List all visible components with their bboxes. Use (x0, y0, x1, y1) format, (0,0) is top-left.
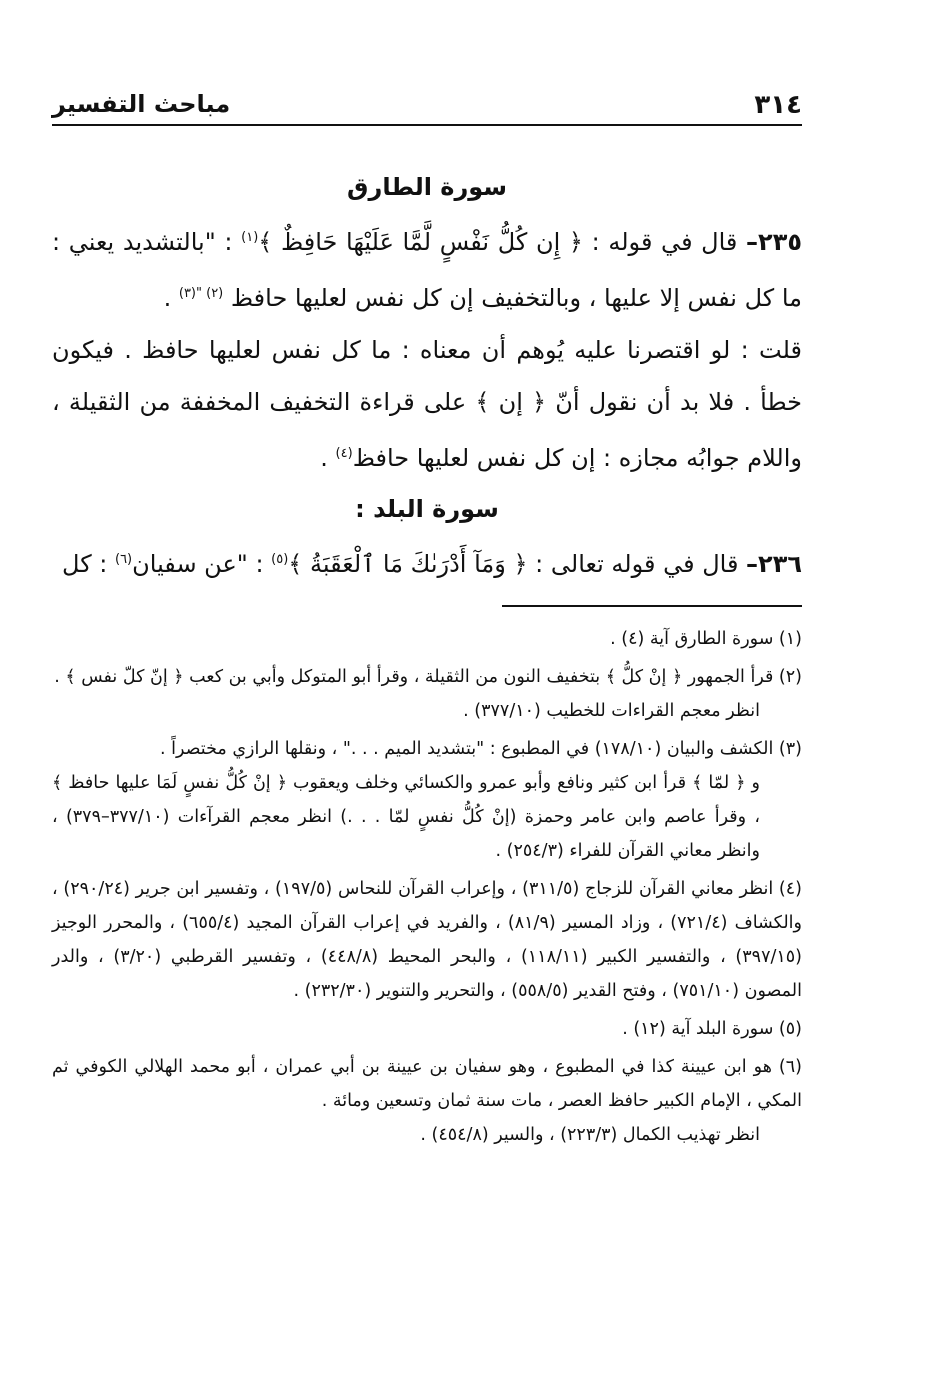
footnote-ref: (٢) "(٣) (178, 286, 224, 301)
running-title: مباحث التفسير (52, 90, 231, 118)
paragraph-text: قال في قوله : ﴿ إِن كُلُّ نَفْسٍ لَّمَّا عَلَيْهَا حَافِظٌ ﴾ (258, 228, 747, 256)
footnote-5 (52, 1012, 802, 1046)
entry-number: ٢٣٥– (746, 228, 802, 256)
footnotes (52, 622, 802, 1156)
footnote-continuation: انظر تهذيب الكمال (٢٢٣/٣) ، والسير (٤٥٤/٨) . (420, 1125, 760, 1145)
paragraph-235 (52, 212, 802, 324)
paragraph-text: . (320, 444, 336, 472)
footnote-text: (٤) انظر معاني القرآن للزجاج (٣١١/٥) ، وإعراب القرآن للنحاس (١٩٧/٥) ، وتفسير ابن جرير (٢٩٠/٢٤) ، والكشاف (٧٢١/٤) ، وزاد المسير (٨١/٩) ، والفريد في إعراب القرآن المجيد (٦٥٥/٤) ، والمحرر الوجيز (٣٩٧/١٥) ، والتفسير الكبير (١١٨/١١) ، والبحر المحيط (٤٤٨/٨) ، وتفسير القرطبي (٣/٢٠) ، والدر المصون (٧٥١/١٠) ، وفتح القدير (٥٥٨/٥) ، والتحرير والتنوير (٢٣٢/٣٠) . (52, 879, 802, 1001)
paragraph-text: : "بالتشديد يعني : ما كل نفس إلا عليها ، وبالتخفيف إن كل نفس لعليها حافظ (52, 228, 802, 312)
page-number: ٣١٤ (754, 90, 802, 120)
footnote-text: (٢) قرأ الجمهور ﴿ إنْ كلُّ ﴾ بتخفيف النون من الثقيلة ، وقرأ أبو المتوكل وأبي بن كعب ﴿ إنّ كلّ نفس ﴾ . (54, 667, 802, 687)
footnote-ref: (٦) (114, 552, 133, 567)
paragraph-text: : "عن سفيان (132, 550, 272, 578)
paragraph-text: : كل (62, 550, 115, 578)
footnote-text: (٥) سورة البلد آية (١٢) . (622, 1019, 802, 1039)
footnote-continuation: و ﴿ لمّا ﴾ قرأ ابن كثير ونافع وأبو عمرو والكسائي وخلف ويعقوب ﴿ إنْ كُلُّ نفسٍ لَمَا عليها حافظ ﴾ ، وقرأ عاصم وابن عامر وحمزة (إنْ كُلُّ نفسٍ لمّا . . .) انظر معجم القرآءات (٣٧٧/١٠–٣٧٩) ، وانظر معاني القرآن للفراء (٢٥٤/٣) . (52, 773, 761, 861)
footnote-6 (52, 1050, 802, 1152)
footnote-text: (٣) الكشف والبيان (١٧٨/١٠) في المطبوع : "بتشديد الميم . . ." ، ونقلها الرازي مختصراً . (159, 739, 802, 759)
main-text (52, 162, 802, 590)
footnote-ref: (٥) (271, 552, 289, 567)
footnote-3 (52, 732, 802, 868)
running-header (52, 88, 802, 126)
footnote-4 (52, 872, 802, 1008)
footnote-text: (٦) هو ابن عيينة كذا في المطبوع ، وهو سفيان بن عيينة بن أبي عمران ، أبو محمد الهلالي الكوفي ثم المكي ، الإمام الكبير حافظ العصر ، مات سنة ثمان وتسعين ومائة . (52, 1057, 802, 1111)
surah-heading-balad: سورة البلد : (355, 495, 499, 523)
entry-number: ٢٣٦– (746, 550, 802, 578)
footnote-ref: (١) (241, 230, 259, 245)
paragraph-text: . (163, 284, 179, 312)
paragraph-236 (52, 534, 802, 590)
surah-heading-tariq: سورة الطارق (347, 173, 507, 201)
footnote-continuation: انظر معجم القراءات للخطيب (٣٧٧/١٠) . (463, 701, 760, 721)
footnote-ref: (٤) (335, 446, 353, 461)
footnote-text: (١) سورة الطارق آية (٤) . (610, 629, 802, 649)
paragraph-text: قلت : لو اقتصرنا عليه يُوهم أن معناه : ما كل نفس لعليها حافظ . فيكون خطأ . فلا بد أن نقول أنّ ﴿ إن ﴾ على قراءة التخفيف المخففة من الثقيلة ، واللام جوابُه مجازه : إن كل نفس لعليها حافظ (52, 336, 802, 472)
footnote-2 (52, 660, 802, 728)
paragraph-comment (52, 324, 802, 484)
footnote-separator (502, 605, 802, 607)
footnote-1 (52, 622, 802, 656)
paragraph-text: قال في قوله تعالى : ﴿ وَمَآ أَدْرَىٰكَ مَا ٱلْعَقَبَةُ ﴾ (288, 550, 747, 578)
